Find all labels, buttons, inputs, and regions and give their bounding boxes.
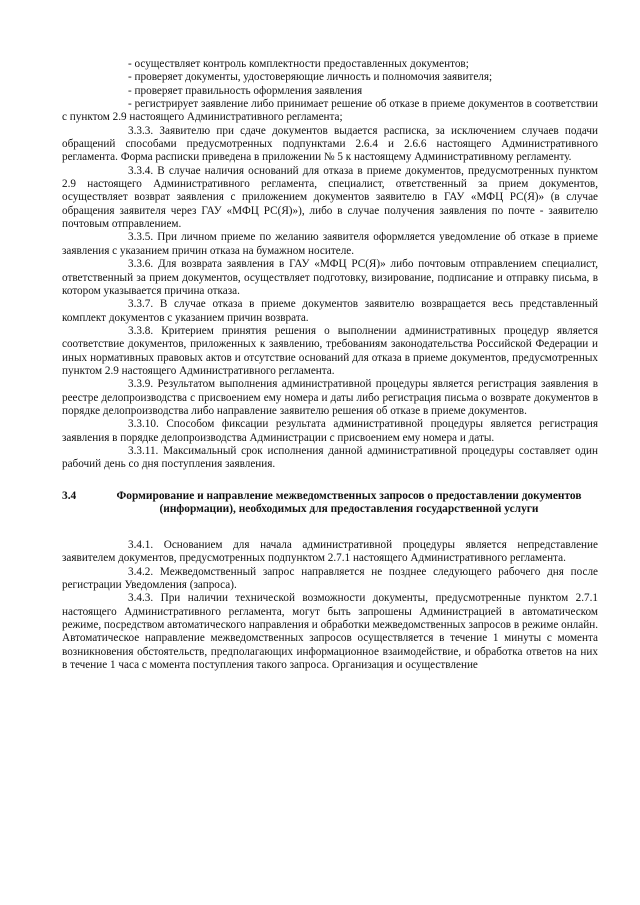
paragraph-3-4-2: 3.4.2. Межведомственный запрос направляется не позднее следующего рабочего дня после регистрации Уведомления (запроса).: [62, 565, 598, 591]
section-title: Формирование и направление межведомственных запросов о предоставлении документов (информации), необходимых для предоставления государственной услуги: [116, 489, 582, 516]
paragraph-3-3-11: 3.3.11. Максимальный срок исполнения данной административной процедуры составляет один рабочий день со дня поступления заявления.: [62, 444, 598, 471]
paragraph-3-3-9: 3.3.9. Результатом выполнения административной процедуры является регистрация заявления в реестре делопроизводства с присвоением ему номера и даты либо регистрация письма о возврате документов в порядке делопроизводства либо направление заявителю решения об отказе в приеме документов.: [62, 378, 598, 417]
paragraph-3-3-5: 3.3.5. При личном приеме по желанию заявителя оформляется уведомление об отказе в приеме заявления с указанием причин отказа на бумажном носителе.: [62, 231, 598, 257]
list-item: - проверяет документы, удостоверяющие личность и полномочия заявителя;: [128, 71, 493, 84]
paragraph: - регистрирует заявление либо принимает решение об отказе в приеме документов в соответствии с пунктом 2.9 настоящего Административного регламента;: [62, 98, 598, 124]
paragraph-3-4-3: 3.4.3. При наличии технической возможности документы, предусмотренные пунктом 2.7.1 настоящего Административного регламента, могут быть запрошены Администрацией в автоматическом режиме, посредством автоматического направления и обработки межведомственных запросов в режиме онлайн. Автоматическое направление межведомственных запросов осуществляется в течение 1 минуты с момента возникновения обстоятельств, предполагающих информационное взаимодействие, и обработка ответов на них в течение 1 часа с момента поступления такого запроса. Организация и осуществление: [62, 592, 598, 671]
paragraph-3-3-6: 3.3.6. Для возврата заявления в ГАУ «МФЦ РС(Я)» либо почтовым отправлением специалист, ответственный за прием документов, осуществляет подготовку, визирование, подписание и отправку письма, в котором указывается причина отказа.: [62, 258, 598, 297]
section-heading: [62, 490, 598, 517]
list-item: - проверяет правильность оформления заявления: [128, 84, 363, 97]
paragraph-3-3-10: 3.3.10. Способом фиксации результата административной процедуры является регистрация заявления в порядке делопроизводства Администрации с присвоением ему номера и даты.: [62, 418, 598, 444]
paragraph-3-3-8: 3.3.8. Критерием принятия решения о выполнении административных процедур является соответствие документов, приложенных к заявлению, требованиям законодательства Российской Федерации и иных нормативных правовых актов и отсутствие оснований для отказа в приеме документов, предусмотренных пунктом 2.9 настоящего Административного регламента.: [62, 324, 598, 377]
paragraph-3-3-4: 3.3.4. В случае наличия оснований для отказа в приеме документов, предусмотренных пунктом 2.9 настоящего Административного регламента, специалист, ответственный за прием документов, осуществляет возврат заявления с приложением документов заявителю в ГАУ «МФЦ РС(Я)» (в случае обращения заявителя через ГАУ «МФЦ РС(Я)»), либо в случае получения заявления по почте - заявителю почтовым отправлением.: [62, 164, 598, 231]
paragraph-3-4-1: 3.4.1. Основанием для начала административной процедуры является непредставление заявителем документов, предусмотренных подпунктом 2.7.1 настоящего Административного регламента.: [62, 538, 598, 565]
paragraph-3-3-3: 3.3.3. Заявителю при сдаче документов выдается расписка, за исключением случаев подачи обращений способами предусмотренных подпунктами 2.6.4 и 2.6.6 настоящего Административного регламента. Форма расписки приведена в приложении № 5 к настоящему Административному регламенту.: [62, 124, 598, 164]
paragraph-3-3-7: 3.3.7. В случае отказа в приеме документов заявителю возвращается весь представленный комплект документов с указанием причин возврата.: [62, 298, 598, 324]
spacer: [62, 517, 598, 539]
section-number: 3.4: [62, 489, 77, 502]
list-item: - осуществляет контроль комплектности предоставленных документов;: [128, 58, 469, 70]
document-page: [62, 58, 598, 672]
